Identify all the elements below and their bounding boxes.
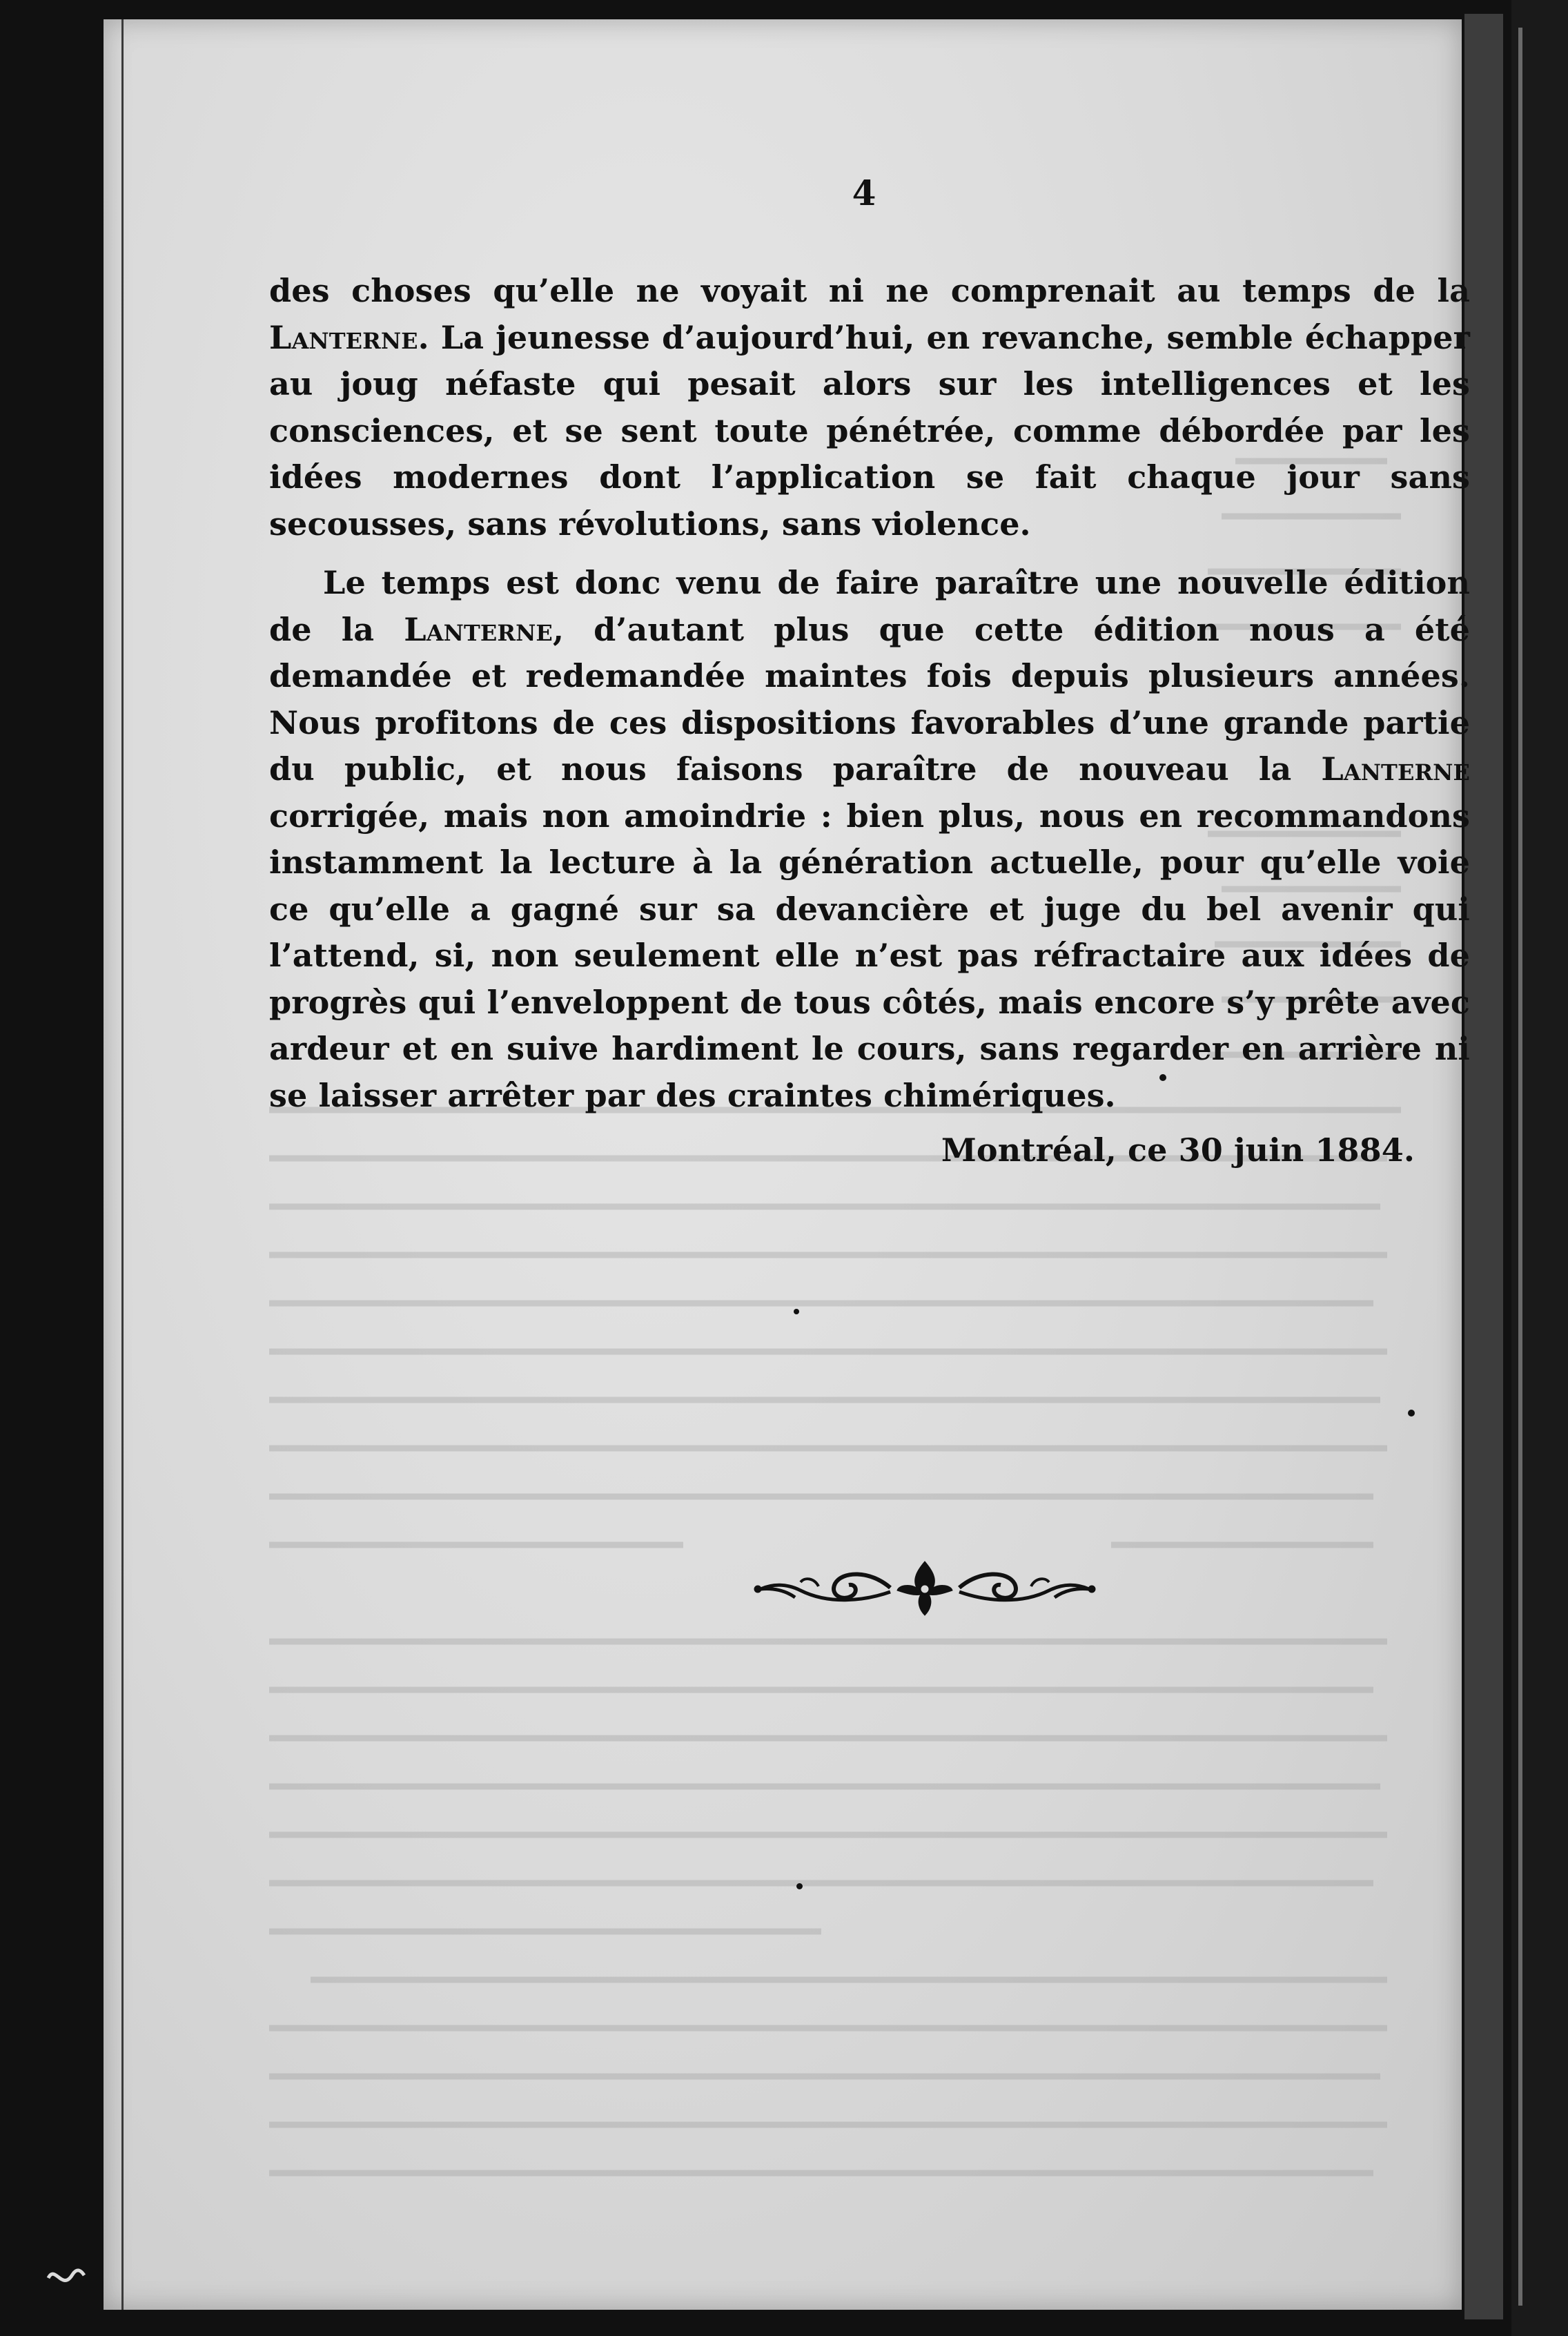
ink-speck — [1408, 1410, 1415, 1417]
text-segment: des choses qu’elle ne voyait ni ne comprenait au temps de la — [269, 272, 1470, 309]
ink-speck — [794, 1309, 799, 1314]
fleuron-ornament-icon — [752, 1556, 1097, 1618]
page-gutter-shadow — [1464, 14, 1503, 2319]
text-segment: , d’autant plus que cette édition nous a été demandée et redemandée maintes fois depuis plusieurs années. Nous profitons de ces dispositions favorables d’une grande partie du public, et nous faisons paraître de nouveau la — [269, 610, 1470, 788]
paragraph-continued — [269, 268, 1470, 547]
next-page-edge — [1518, 28, 1522, 2306]
paragraph-announcement — [269, 560, 1470, 1119]
text-segment: Le temps est donc venu de faire paraître une nouvelle édition de la — [269, 564, 1470, 648]
document-page — [104, 19, 1470, 2310]
lanterne-title: Lanterne — [404, 610, 553, 648]
text-segment: . La jeunesse d’aujourd’hui, en revanche, semble échapper au joug néfaste qui pesait alors sur les intelligences et les consciences, et se sent toute pénétrée, comme débordée par les idées modernes dont l’application se fait chaque jour sans secousses, sans révolutions, sans violence. — [269, 318, 1470, 543]
ink-speck — [796, 1883, 803, 1889]
text-segment: corrigée, mais non amoindrie : bien plus, nous en recommandons instamment la lecture à la génération actuelle, pour qu’elle voie ce qu’elle a gagné sur sa devancière et juge du bel avenir qui l’attend, si, non seulement elle n’est pas réfractaire aux idées de progrès qui l’enveloppent de tous côtés, mais encore s’y prête avec ardeur et en suive hardiment le cours, sans regarder en arrière ni se laisser arrêter par des craintes chimériques. — [269, 797, 1470, 1114]
body-text — [269, 268, 1470, 1174]
page-number: 4 — [852, 173, 876, 213]
ink-speck — [1159, 1074, 1166, 1081]
scan-mark-icon — [41, 2250, 90, 2299]
lanterne-title: Lanterne — [1321, 750, 1470, 788]
page-left-border — [121, 19, 124, 2310]
lanterne-title: Lanterne — [269, 318, 418, 356]
signature-dateline: Montréal, ce 30 juin 1884. — [941, 1131, 1415, 1169]
